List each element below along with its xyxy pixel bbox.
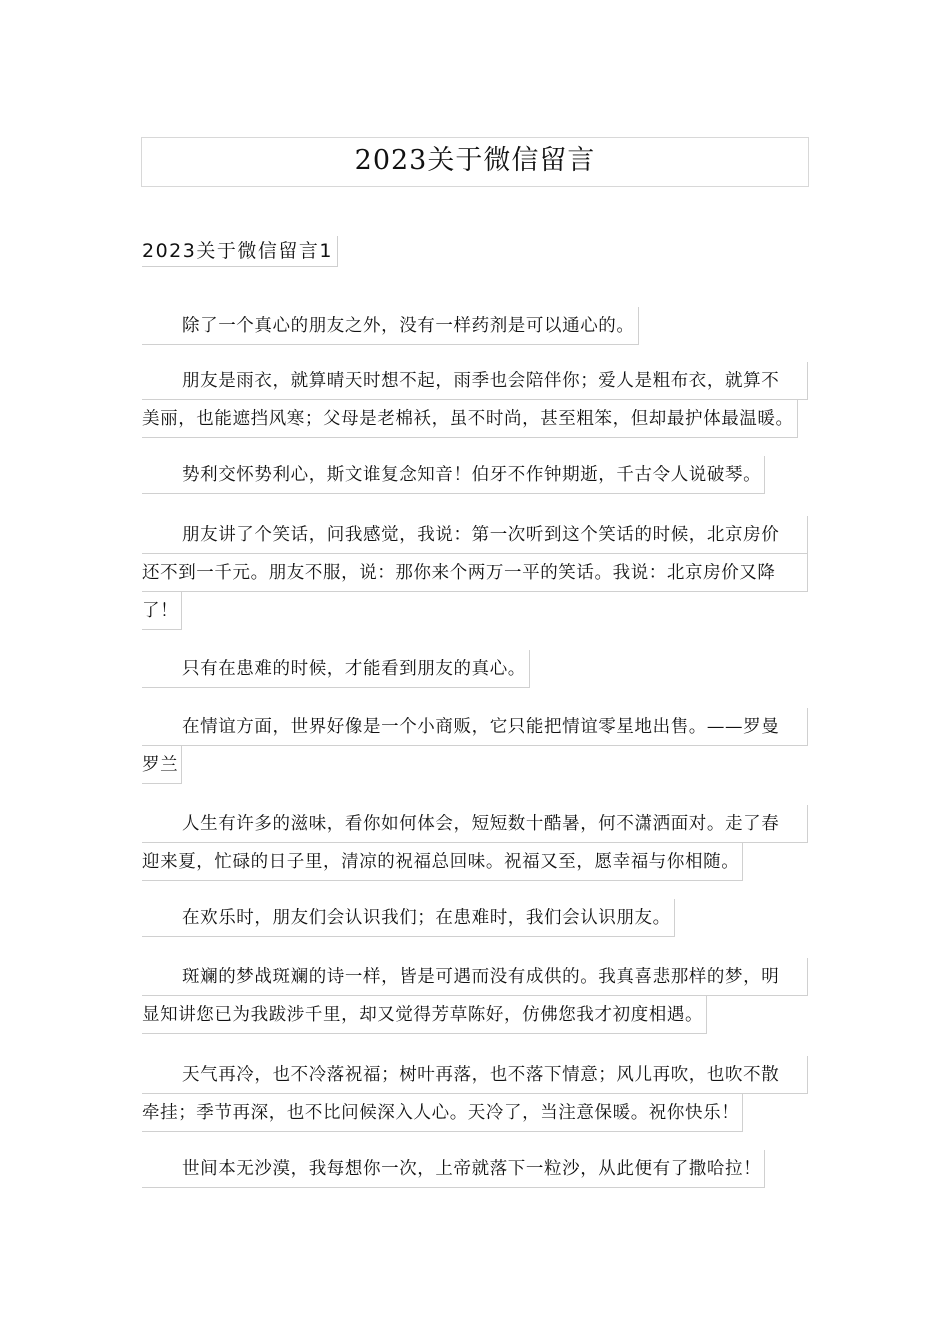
paragraph-line: 罗兰 — [142, 746, 182, 784]
paragraph-3 — [142, 456, 808, 494]
paragraph-line: 天气再冷，也不冷落祝福；树叶再落，也不落下情意；风儿再吹，也吹不散 — [142, 1056, 808, 1094]
paragraph-4 — [142, 516, 808, 630]
paragraph-line: 显知讲您已为我跋涉千里，却又觉得芳草陈好，仿佛您我才初度相遇。 — [142, 996, 707, 1034]
paragraph-line: 还不到一千元。朋友不服，说：那你来个两万一平的笑话。我说：北京房价又降 — [142, 554, 808, 592]
paragraph-11 — [142, 1150, 808, 1188]
paragraph-line: 在情谊方面，世界好像是一个小商贩，它只能把情谊零星地出售。——罗曼 — [142, 708, 808, 746]
paragraph-line: 只有在患难的时候，才能看到朋友的真心。 — [142, 650, 530, 688]
paragraph-1 — [142, 307, 808, 345]
paragraph-line: 在欢乐时，朋友们会认识我们；在患难时，我们会认识朋友。 — [142, 899, 675, 937]
paragraph-line: 了！ — [142, 592, 182, 630]
paragraph-line: 世间本无沙漠，我每想你一次，上帝就落下一粒沙，从此便有了撒哈拉！ — [142, 1150, 765, 1188]
paragraph-line: 除了一个真心的朋友之外，没有一样药剂是可以通心的。 — [142, 307, 639, 345]
paragraph-line: 美丽，也能遮挡风寒；父母是老棉袄，虽不时尚，甚至粗笨，但却最护体最温暖。 — [142, 400, 798, 438]
document-title: 2023关于微信留言 — [141, 137, 809, 187]
paragraph-8 — [142, 899, 808, 937]
paragraph-line: 牵挂；季节再深，也不比问候深入人心。天冷了，当注意保暖。祝你快乐！ — [142, 1094, 743, 1132]
paragraph-9 — [142, 958, 808, 1034]
paragraph-6 — [142, 708, 808, 784]
paragraph-line: 势利交怀势利心，斯文谁复念知音！伯牙不作钟期逝，千古令人说破琴。 — [142, 456, 765, 494]
paragraph-7 — [142, 805, 808, 881]
section-heading: 2023关于微信留言1 — [142, 236, 338, 267]
paragraph-2 — [142, 362, 808, 438]
paragraph-line: 朋友讲了个笑话，问我感觉，我说：第一次听到这个笑话的时候，北京房价 — [142, 516, 808, 554]
paragraph-10 — [142, 1056, 808, 1132]
paragraph-5 — [142, 650, 808, 688]
paragraph-line: 人生有许多的滋味，看你如何体会，短短数十酷暑，何不潇洒面对。走了春 — [142, 805, 808, 843]
paragraph-line: 斑斓的梦战斑斓的诗一样，皆是可遇而没有成供的。我真喜悲那样的梦，明 — [142, 958, 808, 996]
paragraph-line: 朋友是雨衣，就算晴天时想不起，雨季也会陪伴你；爱人是粗布衣，就算不 — [142, 362, 808, 400]
paragraph-line: 迎来夏，忙碌的日子里，清凉的祝福总回味。祝福又至，愿幸福与你相随。 — [142, 843, 743, 881]
